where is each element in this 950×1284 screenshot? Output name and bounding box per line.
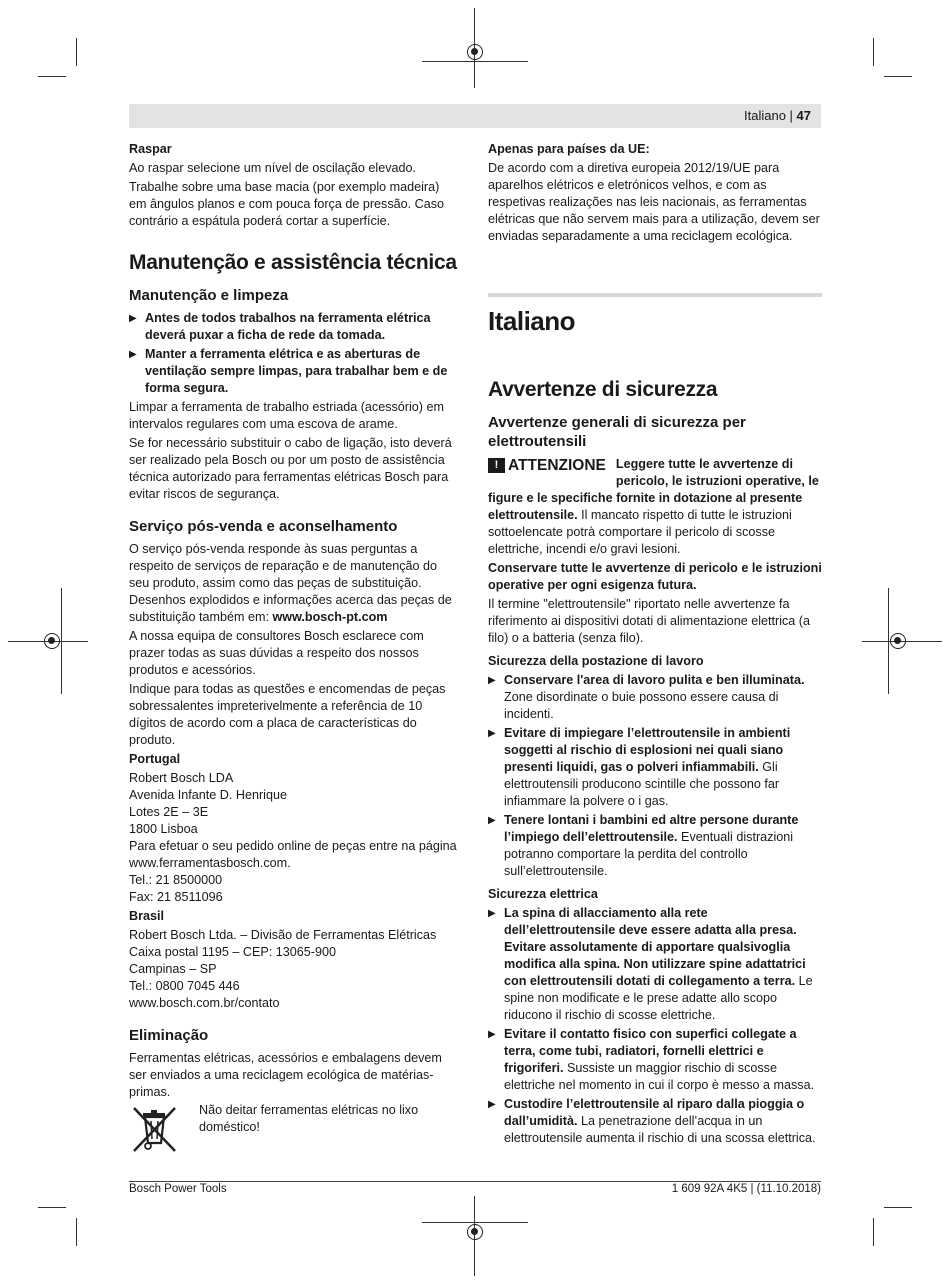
safety-heading: Avvertenze di sicurezza (488, 378, 718, 401)
registration-line (888, 588, 889, 694)
attention-bold: Leggere tutte le avvertenze di pericolo, le istruzioni operative, le figure e le specifiche fornite in dotazione al presente elettroutensile. (488, 457, 819, 522)
crop-mark (76, 38, 77, 66)
crop-mark (76, 1218, 77, 1246)
electrical-title: Sicurezza elettrica (488, 887, 598, 901)
page-number: 47 (796, 108, 811, 123)
term-definition: Il termine "elettroutensile" riportato nelle avvertenze fa riferimento ai dispositivi dotati di alimentazione elettrica (a filo) o a batteria (senza filo). (488, 597, 810, 645)
footer-rule (129, 1181, 821, 1182)
portugal-title: Portugal (129, 752, 181, 766)
address-line: Avenida Infante D. Henrique (129, 788, 287, 802)
maintenance-bullet-2: ▶ Manter a ferramenta elétrica e as aberturas de ventilação sempre limpas, para trabalhar bem e de forma segura. (129, 346, 457, 397)
service-heading: Serviço pós-venda e aconselhamento (129, 518, 398, 535)
address-line: 1800 Lisboa (129, 822, 198, 836)
portugal-address (129, 770, 457, 906)
workplace-bullet-1: ▶ Conservare l'area di lavoro pulita e ben illuminata. Zone disordinate o buie possono essere causa di incidenti. (488, 672, 822, 723)
footer-brand: Bosch Power Tools (129, 1183, 227, 1195)
attention-label (488, 456, 606, 475)
registration-mark-icon (890, 633, 906, 649)
workplace-bullet-2: ▶ Evitare di impiegare l’elettroutensile in ambienti soggetti al rischio di esplosioni nei quali siano presenti liquidi, gas o polveri infiammabili. Gli elettroutensili producono scintille che possono far infiammare la polvere o i gas. (488, 725, 822, 810)
attention-block (488, 456, 822, 558)
electrical-bullet-3: ▶ Custodire l’elettroutensile al riparo dalla pioggia o dall’umidità. La penetrazione dell’acqua in un elettroutensile aumenta il rischio di una scossa elettrica. (488, 1096, 822, 1147)
raspar-p1: Ao raspar selecione um nível de oscilação elevado. (129, 161, 417, 175)
left-column (129, 141, 457, 1155)
maintenance-sub: Manutenção e limpeza (129, 287, 289, 304)
maintenance-p2: Se for necessário substituir o cabo de ligação, isto deverá ser realizado pela Bosch ou por um posto de assistência técnica autorizado para ferramentas elétricas Bosch para evitar riscos de segurança. (129, 436, 452, 501)
raspar-p2: Trabalhe sobre uma base macia (por exemplo madeira) em ângulos planos e com pouca força de pressão. Caso contrário a espátula poderá cortar a superfície. (129, 180, 445, 228)
address-line: Para efetuar o seu pedido online de peças entre na página www.ferramentasbosch.com. (129, 839, 457, 870)
weee-notice (129, 1105, 457, 1155)
right-column (488, 141, 822, 1149)
attention-label-text: ATTENZIONE (508, 457, 606, 474)
workplace-bullet-3: ▶ Tenere lontani i bambini ed altre persone durante l’impiego dell’elettroutensile. Eventuali distrazioni potranno comportare la perdita del controllo sull’elettroutensile. (488, 812, 822, 880)
address-line: Tel.: 21 8500000 (129, 873, 223, 887)
crop-mark (38, 1207, 66, 1208)
address-line: Caixa postal 1195 – CEP: 13065-900 (129, 945, 337, 959)
registration-mark-icon (467, 1224, 483, 1240)
crop-mark (884, 1207, 912, 1208)
registration-line (422, 61, 528, 62)
eu-title: Apenas para países da UE: (488, 142, 650, 156)
disposal-p1: Ferramentas elétricas, acessórios e embalagens devem ser enviados a uma reciclagem ecológica de matérias-primas. (129, 1051, 442, 1099)
brasil-address (129, 927, 457, 1012)
section-divider (488, 293, 822, 297)
address-line: Fax: 21 8511096 (129, 890, 223, 904)
bosch-pt-link[interactable]: www.bosch-pt.com (272, 610, 388, 624)
address-line: Campinas – SP (129, 962, 217, 976)
disposal-note: Não deitar ferramentas elétricas no lixo doméstico! (199, 1103, 419, 1134)
address-line: Tel.: 0800 7045 446 (129, 979, 240, 993)
service-p2: A nossa equipa de consultores Bosch esclarece com prazer todas as suas dúvidas a respeito dos nossos produtos e acessórios. (129, 629, 424, 677)
disposal-heading: Eliminação (129, 1027, 209, 1044)
attention-text: Il mancato rispetto di tutte le istruzioni sottoelencate potrà comportare il pericolo di scosse elettriche, incendi e/o gravi lesioni. (488, 508, 792, 556)
language-heading: Italiano (488, 306, 576, 336)
crossed-bin-icon (131, 1105, 179, 1155)
safety-sub: Avvertenze generali di sicurezza per elettroutensili (488, 414, 746, 450)
crop-mark (873, 1218, 874, 1246)
brasil-title: Brasil (129, 909, 165, 923)
registration-line (61, 588, 62, 694)
keep-warnings: Conservare tutte le avvertenze di pericolo e le istruzioni operative per ogni esigenza futura. (488, 561, 822, 592)
address-line: Lotes 2E – 3E (129, 805, 209, 819)
registration-mark-icon (44, 633, 60, 649)
crop-mark (38, 76, 66, 77)
raspar-title: Raspar (129, 142, 172, 156)
eu-p1: De acordo com a diretiva europeia 2012/19/UE para aparelhos elétricos e eletrónicos velhos, e com as respetivas realizações nas leis nacionais, as ferramentas elétricas que não servem mais para a utilização, devem ser enviadas separadamente a uma reciclagem ecológica. (488, 161, 820, 243)
page-header (129, 104, 821, 128)
registration-line (422, 1222, 528, 1223)
service-p1: O serviço pós-venda responde às suas perguntas a respeito de serviços de reparação e de manutenção do seu produto, assim como das peças de substituição. Desenhos explodidos e informações acerca das peças de substituição também em: www.bosch-pt.com (129, 542, 452, 624)
workplace-title: Sicurezza della postazione di lavoro (488, 654, 704, 668)
maintenance-p1: Limpar a ferramenta de trabalho estriada (acessório) em intervalos regulares com uma escova de arame. (129, 400, 444, 431)
header-language: Italiano (744, 108, 786, 123)
maintenance-bullet-1: ▶ Antes de todos trabalhos na ferramenta elétrica deverá puxar a ficha de rede da tomada. (129, 310, 457, 344)
address-line: www.bosch.com.br/contato (129, 996, 280, 1010)
address-line: Robert Bosch LDA (129, 771, 234, 785)
service-p3: Indique para todas as questões e encomendas de peças sobressalentes impreterivelmente a referência de 10 dígitos de acordo com a placa de características do produto. (129, 682, 446, 747)
crop-mark (884, 76, 912, 77)
address-line: Robert Bosch Ltda. – Divisão de Ferramentas Elétricas (129, 928, 437, 942)
maintenance-heading: Manutenção e assistência técnica (129, 251, 457, 274)
crop-mark (873, 38, 874, 66)
header-language-page: Italiano | 47 (744, 108, 811, 123)
registration-mark-icon (467, 44, 483, 60)
footer-docnumber: 1 609 92A 4K5 | (11.10.2018) (671, 1183, 821, 1195)
warning-triangle-icon (488, 458, 505, 473)
electrical-bullet-2: ▶ Evitare il contatto fisico con superfici collegate a terra, come tubi, radiatori, fornelli elettrici e frigoriferi. Sussiste un maggior rischio di scosse elettriche nel momento in cui il corpo è messo a massa. (488, 1026, 822, 1094)
electrical-bullet-1: ▶ La spina di allacciamento alla rete dell’elettroutensile deve essere adatta alla presa. Evitare assolutamente di apportare qualsivoglia modifica alla spina. Non utilizzare spine adattatrici con elettroutensili dotati di collegamento a terra. Le spine non modificate e le prese adatte allo scopo riducono il rischio di scosse elettriche. (488, 905, 822, 1024)
